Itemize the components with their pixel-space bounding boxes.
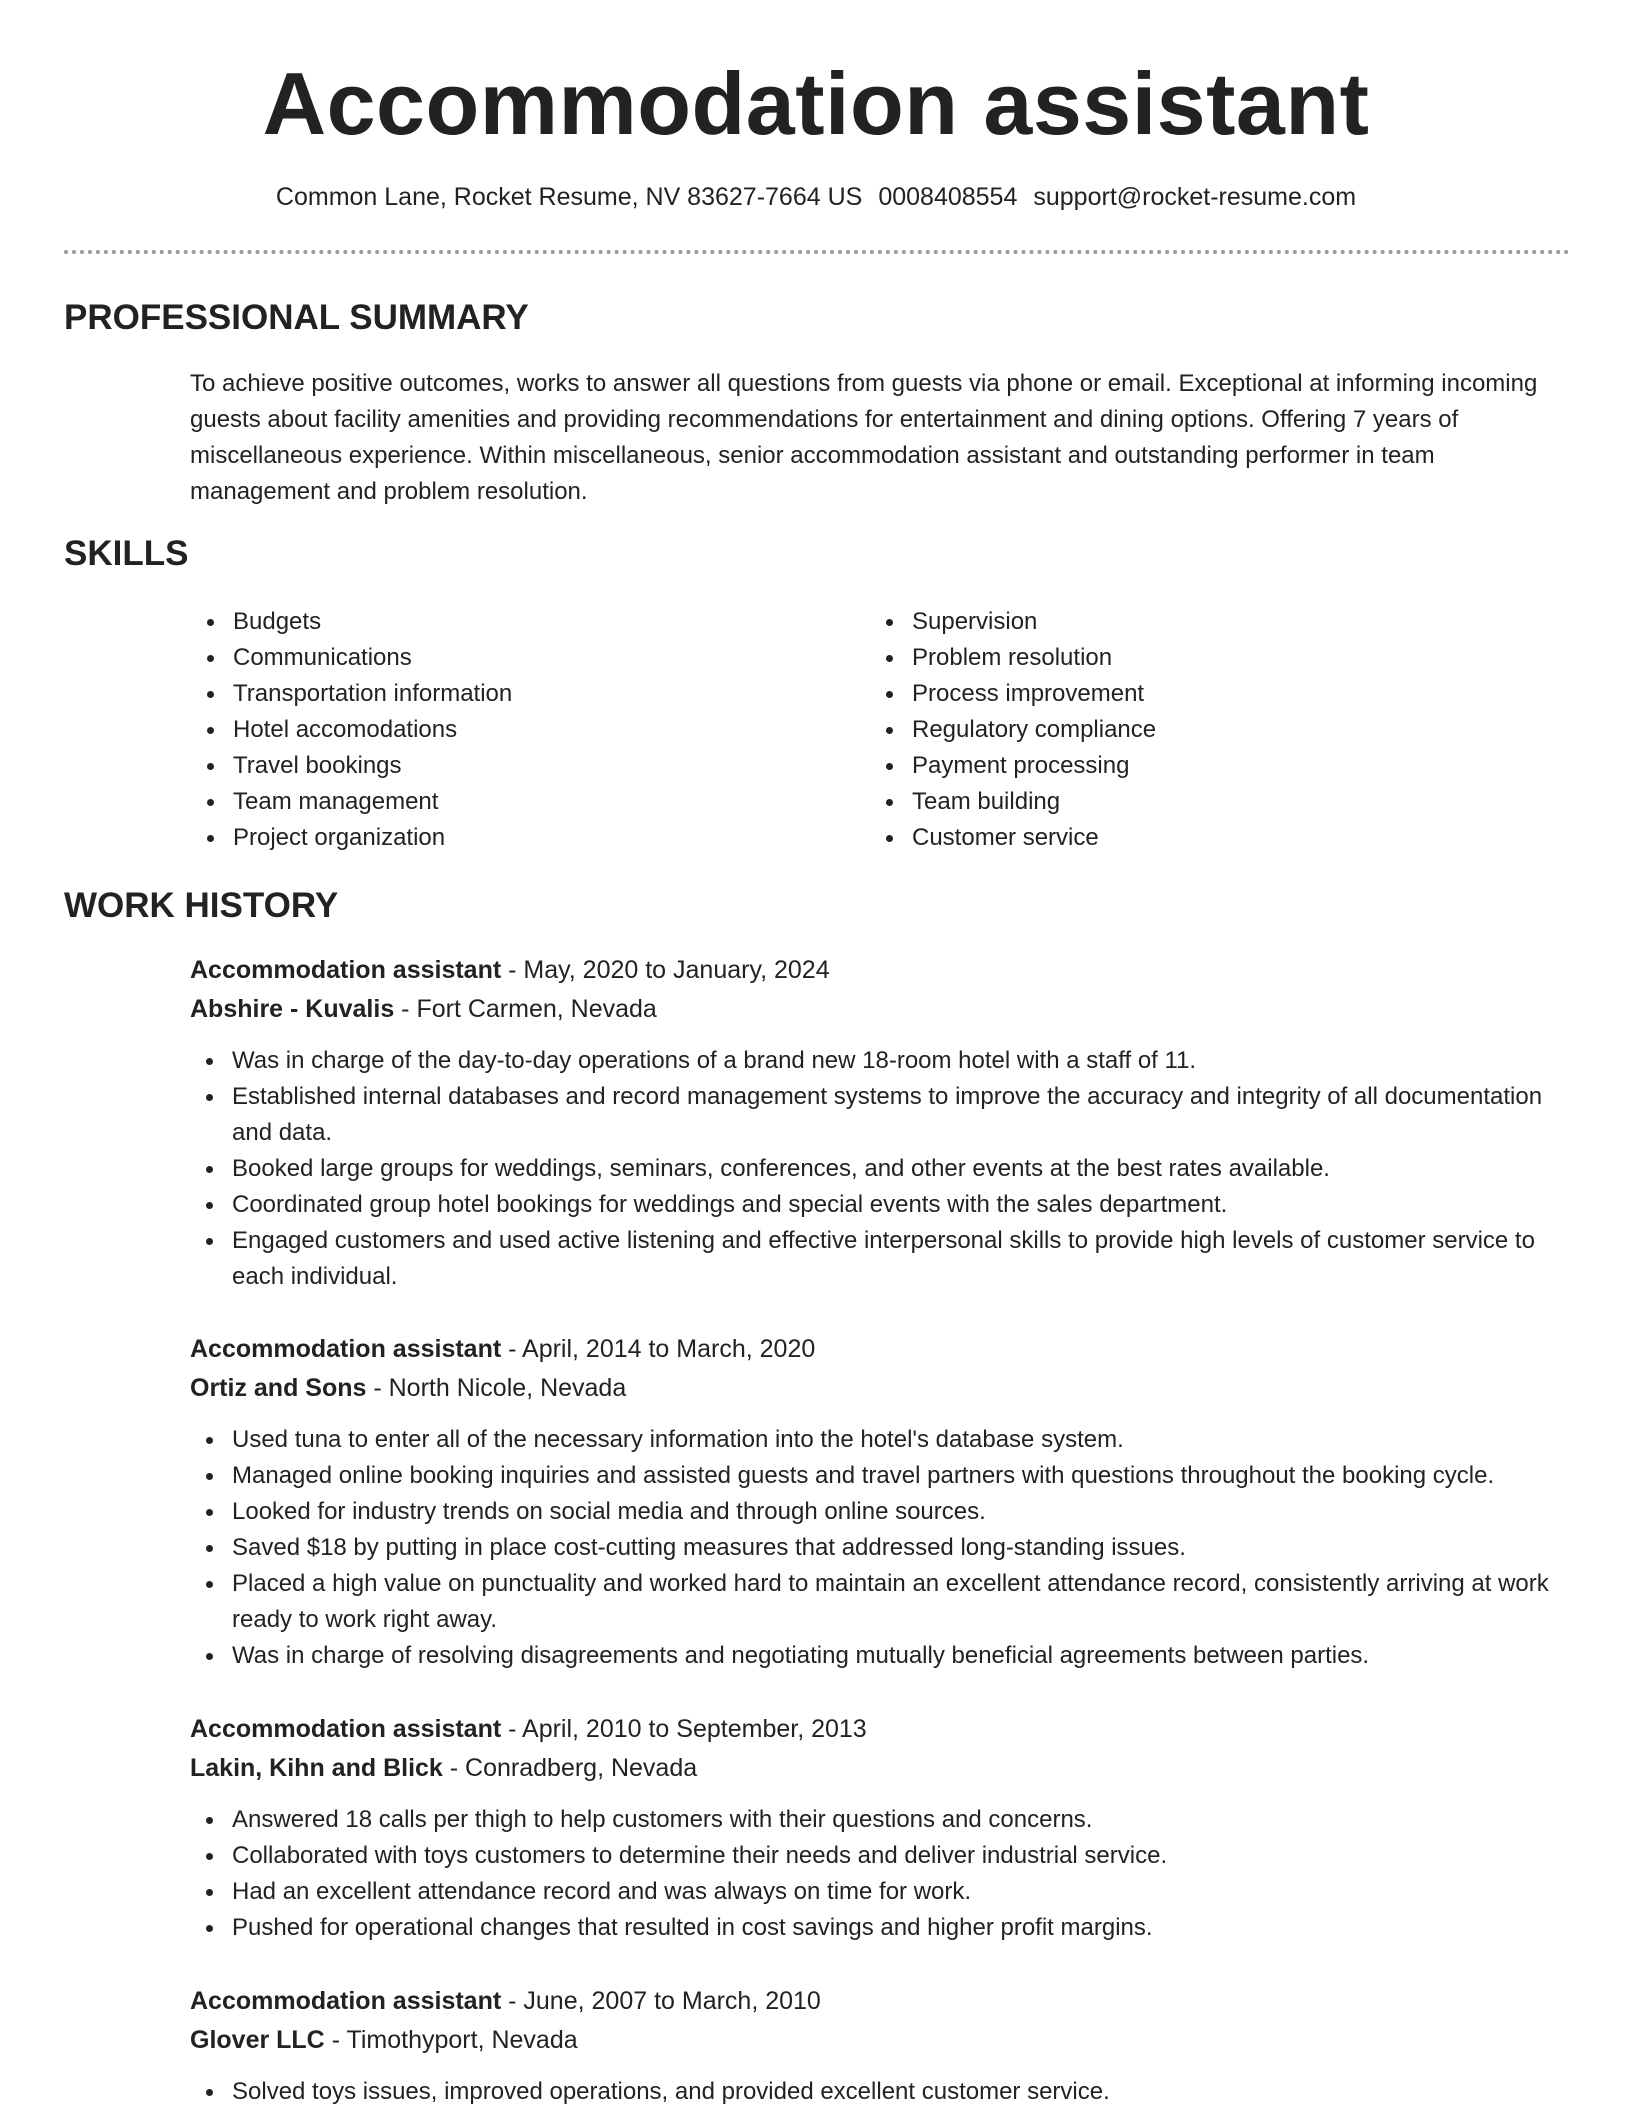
skill-item: Hotel accomodations <box>190 712 830 748</box>
skill-item: Team building <box>869 784 1509 820</box>
job-bullet: Had an excellent attendance record and was always on time for work. <box>189 1874 1570 1910</box>
skill-item: Process improvement <box>869 676 1509 712</box>
job-bullets <box>189 1422 1570 1674</box>
contact-line <box>0 180 1632 214</box>
job-bullets <box>189 2074 1570 2110</box>
job-bullets <box>189 1802 1570 1946</box>
job-title-line <box>190 1982 1570 2021</box>
job-title-line <box>190 1330 1570 1369</box>
job-company-line <box>190 1749 1570 1788</box>
job-entry <box>190 1982 1570 2110</box>
skill-item: Customer service <box>869 820 1509 856</box>
header-divider <box>64 250 1570 254</box>
summary-text: To achieve positive outcomes, works to answer all questions from guests via phone or email. Exceptional at informing incoming guests about facility amenities and providing recommendations for entertainment and dining options. Offering 7 years of miscellaneous experience. Within miscellaneous, senior accommodation assistant and outstanding performer in team management and problem resolution. <box>190 370 1538 505</box>
job-title-line <box>190 1710 1570 1749</box>
job-company: Ortiz and Sons <box>190 1374 367 1402</box>
contact-address: Common Lane, Rocket Resume, NV 83627-7664 US <box>275 183 863 211</box>
job-company-line <box>190 2021 1570 2060</box>
job-role: Accommodation assistant <box>190 1335 502 1363</box>
skill-item: Transportation information <box>190 676 830 712</box>
job-bullet: Saved $18 by putting in place cost-cutting measures that addressed long-standing issues. <box>189 1530 1570 1566</box>
job-bullet: Used tuna to enter all of the necessary information into the hotel's database system. <box>189 1422 1570 1458</box>
job-bullet: Managed online booking inquiries and assisted guests and travel partners with questions throughout the booking cycle. <box>189 1458 1570 1494</box>
summary-heading: PROFESSIONAL SUMMARY <box>64 298 529 337</box>
skills-list-right <box>869 604 1509 856</box>
job-bullet: Placed a high value on punctuality and worked hard to maintain an excellent attendance record, consistently arriving at work ready to work right away. <box>189 1566 1570 1638</box>
skill-item: Supervision <box>869 604 1509 640</box>
skills-heading: SKILLS <box>64 534 189 573</box>
job-bullet: Coordinated group hotel bookings for weddings and special events with the sales department. <box>189 1187 1570 1223</box>
job-bullet: Pushed for operational changes that resulted in cost savings and higher profit margins. <box>189 1910 1570 1946</box>
job-bullet: Was in charge of resolving disagreements and negotiating mutually beneficial agreements between parties. <box>189 1638 1570 1674</box>
job-bullet: Booked large groups for weddings, seminars, conferences, and other events at the best rates available. <box>189 1151 1570 1187</box>
job-bullet: Collaborated with toys customers to determine their needs and deliver industrial service. <box>189 1838 1570 1874</box>
job-company: Lakin, Kihn and Blick <box>190 1754 443 1782</box>
skill-item: Team management <box>190 784 830 820</box>
candidate-name: Accommodation assistant <box>262 54 1370 153</box>
job-role: Accommodation assistant <box>190 1987 502 2015</box>
job-bullet: Established internal databases and record management systems to improve the accuracy and integrity of all documentation and data. <box>189 1079 1570 1151</box>
job-entry <box>190 1710 1570 1946</box>
skill-item: Budgets <box>190 604 830 640</box>
job-bullet: Was in charge of the day-to-day operations of a brand new 18-room hotel with a staff of 11. <box>189 1043 1570 1079</box>
skill-item: Regulatory compliance <box>869 712 1509 748</box>
job-dates: - June, 2007 to March, 2010 <box>501 1987 821 2015</box>
job-location: - Conradberg, Nevada <box>442 1754 698 1782</box>
job-location: - North Nicole, Nevada <box>366 1374 627 1402</box>
job-location: - Timothyport, Nevada <box>324 2026 578 2054</box>
job-dates: - May, 2020 to January, 2024 <box>501 956 830 984</box>
job-dates: - April, 2010 to September, 2013 <box>501 1715 867 1743</box>
job-bullet: Answered 18 calls per thigh to help customers with their questions and concerns. <box>189 1802 1570 1838</box>
job-dates: - April, 2014 to March, 2020 <box>501 1335 816 1363</box>
job-bullet: Solved toys issues, improved operations, and provided excellent customer service. <box>189 2074 1570 2110</box>
contact-phone: 0008408554 <box>878 183 1018 211</box>
job-role: Accommodation assistant <box>190 1715 502 1743</box>
skill-item: Communications <box>190 640 830 676</box>
skill-item: Problem resolution <box>869 640 1509 676</box>
job-title-line <box>190 951 1570 990</box>
job-location: - Fort Carmen, Nevada <box>394 995 657 1023</box>
job-entry <box>190 951 1570 1295</box>
job-company-line <box>190 1369 1570 1408</box>
job-company: Glover LLC <box>190 2026 325 2054</box>
skill-item: Payment processing <box>869 748 1509 784</box>
contact-email: support@rocket-resume.com <box>1033 183 1357 211</box>
job-bullets <box>189 1043 1570 1295</box>
skills-list-left <box>190 604 830 856</box>
skill-item: Project organization <box>190 820 830 856</box>
job-bullet: Looked for industry trends on social media and through online sources. <box>189 1494 1570 1530</box>
job-role: Accommodation assistant <box>190 956 502 984</box>
job-company: Abshire - Kuvalis <box>190 995 395 1023</box>
skill-item: Travel bookings <box>190 748 830 784</box>
job-entry <box>190 1330 1570 1674</box>
work-history-heading: WORK HISTORY <box>64 886 339 925</box>
job-company-line <box>190 990 1570 1029</box>
job-bullet: Engaged customers and used active listening and effective interpersonal skills to provide high levels of customer service to each individual. <box>189 1223 1570 1295</box>
